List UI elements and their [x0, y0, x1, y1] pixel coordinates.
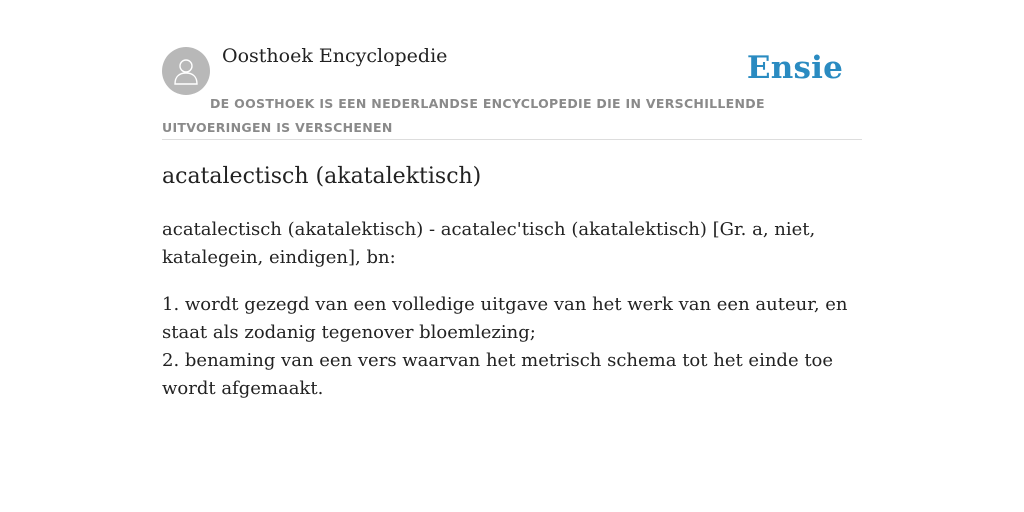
definition-item: 1. wordt gezegd van een volledige uitgave van het werk van een auteur, en staat als zodanig tegenover bloemlezing;: [162, 294, 848, 343]
entry-definitions: [162, 291, 862, 403]
definition-item: 2. benaming van een vers waarvan het metrisch schema tot het einde toe wordt afgemaakt.: [162, 350, 834, 399]
source-name-link[interactable]: Oosthoek Encyclopedie: [222, 45, 448, 67]
entry-intro: acatalectisch (akatalektisch) - acatalec'tisch (akatalektisch) [Gr. a, niet, katalegein, eindigen], bn:: [162, 219, 816, 268]
source-description: DE OOSTHOEK IS EEN NEDERLANDSE ENCYCLOPEDIE DIE IN VERSCHILLENDE UITVOERINGEN IS VERSCHENEN: [162, 96, 765, 135]
user-silhouette-icon: [171, 56, 201, 86]
brand-logo[interactable]: Ensie: [746, 50, 843, 86]
entry-body: [162, 216, 862, 422]
entry-title: acatalectisch (akatalektisch): [162, 164, 482, 189]
source-header: [162, 0, 862, 140]
page-container: [162, 0, 862, 399]
source-avatar[interactable]: [162, 47, 210, 95]
